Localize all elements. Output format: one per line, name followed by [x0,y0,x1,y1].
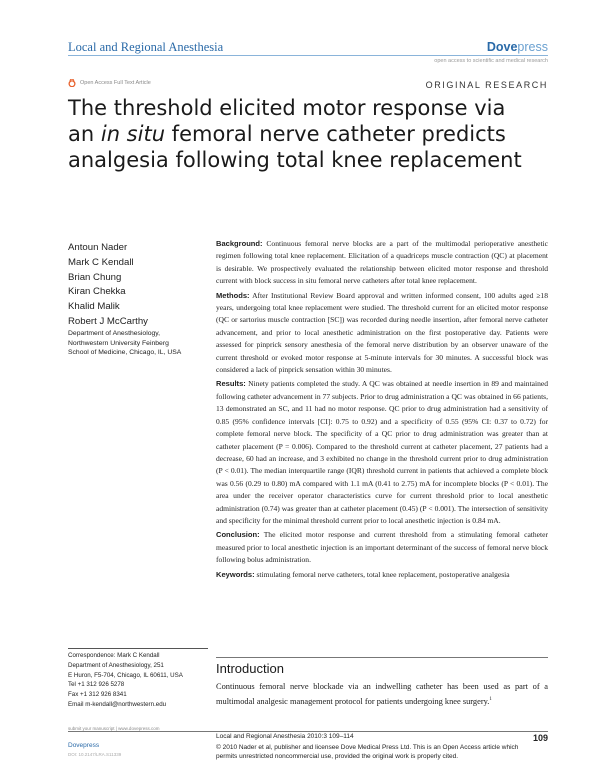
abstract-methods [216,290,548,377]
reference-marker[interactable]: 1 [489,697,492,702]
section-label: ORIGINAL RESEARCH [425,80,548,90]
correspondence-line: Department of Anesthesiology, 251 [68,661,164,669]
background-text: Continuous femoral nerve blocks are a part of the multimodal perioperative anesthetic regimen following total knee replacement. Elicitation of a quadriceps muscle contraction (QC) at placement is desirable. We prospectively evaluated the relationship between elicited motor response and threshold current with block success in situ femoral nerve catheters after total knee replacement. [216,239,548,286]
affiliation-line: Department of Anesthesiology, [68,330,161,337]
footer-rule [68,731,548,732]
submit-manuscript-link[interactable]: submit your manuscript | www.dovepress.com [68,726,160,731]
abstract-conclusion [216,529,548,566]
keywords-label: Keywords: [216,569,255,579]
methods-text: After Institutional Review Board approval and written informed consent, 100 adults aged ≥18 years, undergoing total knee replacement were studied. The threshold current for an elicited motor response (QC or sartorius muscle contraction [SC]) was recorded during needle insertion, after femoral nerve catheter advancement, and prior to local anesthetic administration on the first postoperative day. Patients were assessed for pinprick sensory anesthesia of the femoral nerve distribution by an observer unaware of the current threshold or evoked motor response at 5-minute intervals for 30 minutes. A successful block was considered a lack of pinprick sensation within 30 minutes. [216,290,548,375]
affiliation-line: Northwestern University Feinberg [68,339,169,347]
abstract-keywords [216,569,548,581]
correspondence [68,651,218,710]
journal-name: Local and Regional Anesthesia [68,40,224,54]
author: Brian Chung [68,271,122,283]
footer-doi: DOI: 10.2147/LRA.S11339 [68,752,122,757]
publisher-logo [487,40,548,54]
background-label: Background: [216,239,263,248]
abstract [216,238,548,583]
correspondence-line: Tel +1 312 926 5278 [68,681,125,689]
title-line-2-post: femoral nerve catheter predicts [165,122,506,146]
title-line-2-pre: an [68,122,101,146]
introduction-rule [216,657,548,658]
author-list [68,241,148,330]
title-line-3: analgesia following total knee replacement [68,148,522,172]
introduction-text: Continuous femoral nerve blockade via an indwelling catheter has been used as part of a multimodal analgesic management protocol for patients undergoing knee surgery. [216,682,548,706]
correspondence-line: Fax +1 312 926 8341 [68,691,127,699]
footer-copyright: © 2010 Nader et al, publisher and licensee Dove Medical Press Ltd. This is an Open Access article which permits unrestricted noncommercial use, provided the original work is properly cited. [216,744,519,760]
footer-citation: Local and Regional Anesthesia 2010:3 109–114 [216,733,354,740]
open-lock-icon [68,79,76,87]
footer-publisher: Dovepress [68,742,100,749]
open-access-text: Open Access Full Text Article [80,80,151,86]
open-access-label [68,79,151,87]
title-line-2 [68,121,548,147]
introduction-body [216,680,548,708]
conclusion-text: The elicited motor response and current threshold from a stimulating femoral catheter measured prior to local anesthetic injection is an important determinant of the success of femoral nerve block following bolus administration. [216,530,548,565]
author: Robert J McCarthy [68,315,148,327]
header-rule [68,55,548,56]
correspondence-rule [68,648,208,649]
author: Mark C Kendall [68,256,134,268]
correspondence-email[interactable]: Email m-kendall@northwestern.edu [68,700,167,708]
publisher-tagline: open access to scientific and medical research [434,58,548,64]
article-title [68,95,548,173]
title-line-1: The threshold elicited motor response via [68,96,506,120]
abstract-results [216,378,548,527]
keywords-text: stimulating femoral nerve catheters, total knee replacement, postoperative analgesia [256,569,510,579]
affiliation [68,329,218,358]
affiliation-line: School of Medicine, Chicago, IL, USA [68,349,182,357]
author: Antoun Nader [68,242,128,253]
page-number: 109 [532,733,548,743]
correspondence-line: E Huron, F5-704, Chicago, IL 60611, USA [68,671,183,679]
publisher-bold: Dove [486,40,518,54]
results-label: Results: [216,379,246,389]
author: Kiran Chekka [68,286,126,298]
correspondence-line: Correspondence: Mark C Kendall [68,652,160,659]
conclusion-label: Conclusion: [216,530,260,540]
title-italic: in situ [100,122,165,146]
introduction-heading: Introduction [216,661,284,676]
publisher-light: press [517,40,548,54]
methods-label: Methods: [216,290,250,300]
author: Khalid Malik [68,301,120,313]
results-text: Ninety patients completed the study. A QC was obtained at needle insertion in 89 and maintained following catheter advancement in 77 subjects. Prior to drug administration a QC was obtained in 66 patients, 13 demonstrated an SC, and 11 had no motor response. QC prior to drug administration had a sensitivity of 0.85 (95% confidence intervals [CI]: 0.75 to 0.92) and a specificity of 0.55 (95% CI: 0.37 to 0.72) for complete femoral nerve block. The specificity of a QC prior to drug administration was greater than at catheter placement (P = 0.006). Compared to the threshold current at catheter placement, 27 patients had a decrease, 60 had an increase, and 3 exhibited no change in the threshold current prior to drug administration (P < 0.01). The median interquartile range (IQR) threshold current in patients that achieved a complete block was 0.56 (0.29 to 0.80) mA compared with 1.1 mA (0.41 to 2.75) mA for incomplete blocks (P < 0.01). The area under the receiver operator characteristics curve for current threshold prior to local anesthetic administration (0.74) was greater than at catheter placement (0.45) (P < 0.001). The intersection of sensitivity and specificity for the minimal threshold current prior to local anesthetic injection is 0.84 mA. [216,379,549,525]
abstract-background [216,238,548,288]
